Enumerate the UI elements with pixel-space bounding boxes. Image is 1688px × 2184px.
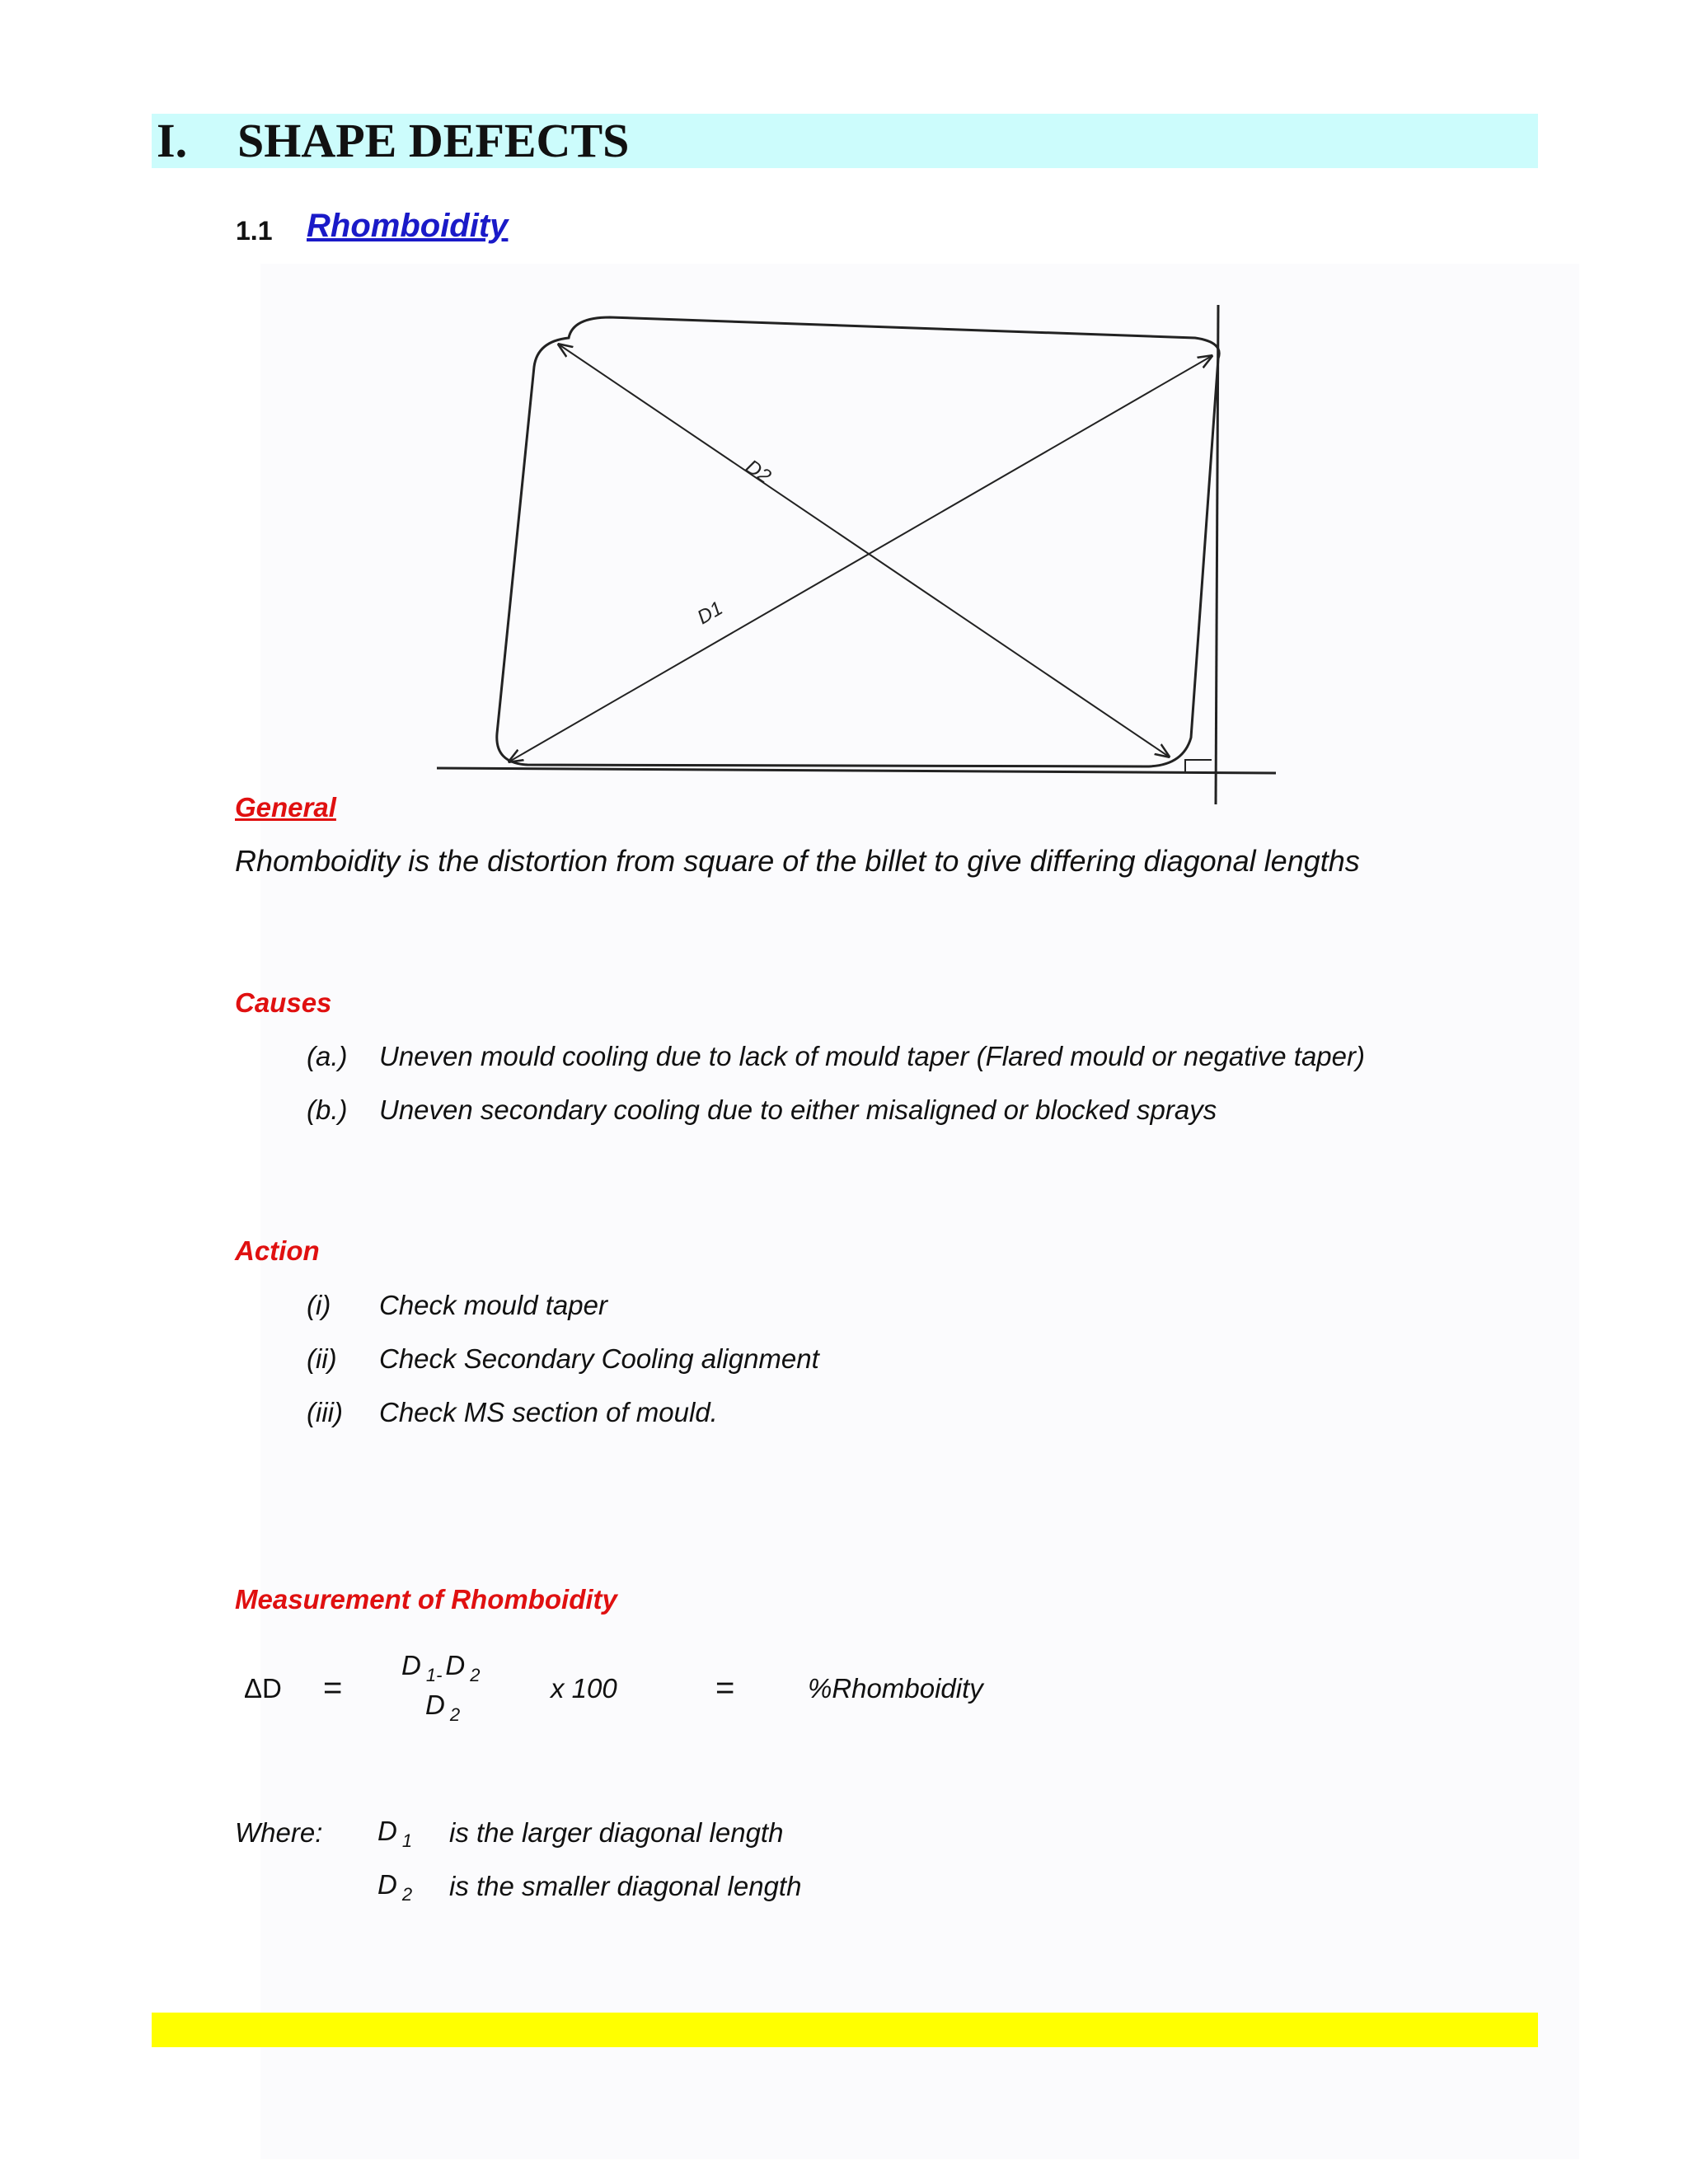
cause-a-number: (a.) [307,1041,348,1071]
section-number: 1.1 [236,216,273,246]
action-i-text: Check mould taper [379,1290,607,1320]
numerator-d2-sub: 2 [470,1665,481,1685]
formula-equals-1: = [323,1670,343,1706]
denominator-sub: 2 [449,1704,461,1725]
formula-lhs: ΔD [244,1673,282,1704]
action-heading: Action [235,1235,320,1266]
numerator-d2: D [445,1650,466,1680]
diagonal-d1 [509,356,1212,762]
where-d1-sub: 1 [401,1830,413,1851]
where-d2-letter: D [377,1869,397,1900]
action-i-number: (i) [307,1290,331,1320]
baseline-line [437,768,1276,773]
rhomboidity-diagram [412,272,1302,816]
formula-multiplier: x 100 [551,1673,617,1704]
diagonal-label-d2: D2 [741,455,776,489]
formula-equals-2: = [715,1670,735,1706]
formula-numerator [401,1650,481,1686]
diagonal-label-d1: D1 [693,597,727,630]
right-angle-mark [1185,760,1212,773]
chapter-number: I. [157,114,188,167]
section-title[interactable]: Rhomboidity [307,208,509,244]
action-ii-text: Check Secondary Cooling alignment [379,1343,819,1374]
where-d2-text: is the smaller diagonal length [449,1871,802,1901]
cause-b-number: (b.) [307,1094,348,1125]
general-heading: General [235,792,336,823]
action-ii-number: (ii) [307,1343,337,1374]
numerator-d1: D [401,1650,421,1680]
cause-b-text: Uneven secondary cooling due to either misaligned or blocked sprays [379,1094,1217,1125]
where-d2-sub: 2 [401,1884,413,1905]
where-label: Where: [235,1817,323,1848]
diagonal-d2 [559,344,1169,757]
action-iii-text: Check MS section of mould. [379,1397,718,1427]
measurement-heading: Measurement of Rhomboidity [235,1584,617,1615]
formula-result: %Rhomboidity [808,1673,983,1704]
where-d1-letter: D [377,1816,397,1846]
where-d2-symbol [377,1869,412,1905]
denominator-d: D [425,1690,445,1720]
billet-outline [497,317,1219,766]
general-text: Rhomboidity is the distortion from square of the billet to give differing diagonal lengths [235,844,1360,878]
cause-a-text: Uneven mould cooling due to lack of mould taper (Flared mould or negative taper) [379,1041,1365,1071]
formula-denominator [425,1690,460,1726]
where-d1-text: is the larger diagonal length [449,1817,784,1848]
causes-heading: Causes [235,987,332,1018]
chapter-title: SHAPE DEFECTS [237,114,630,167]
numerator-d1-sub: 1- [425,1665,443,1685]
action-iii-number: (iii) [307,1397,343,1427]
footer-highlight-bar [152,2013,1538,2047]
where-d1-symbol [377,1816,412,1852]
